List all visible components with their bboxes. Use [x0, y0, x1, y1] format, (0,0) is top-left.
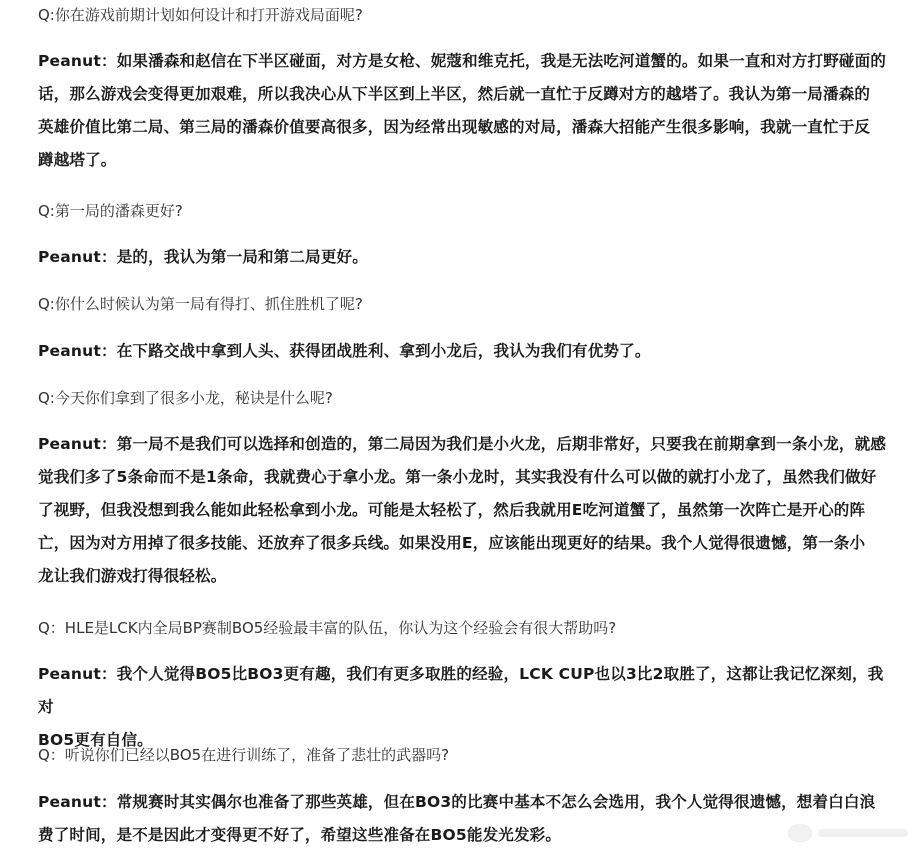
question-6: Q：听说你们已经以BO5在进行训练了，准备了悲壮的武器吗? [38, 746, 450, 764]
question-2: Q:第一局的潘森更好? [38, 202, 183, 220]
answer-line: 是的，我认为第一局和第二局更好。 [116, 248, 368, 266]
answer-line: 英雄价值比第二局、第三局的潘森价值要高很多，因为经常出现敏感的对局，潘森大招能产生很多影响，我就一直忙于反 [38, 118, 871, 136]
answer-line: 第一局不是我们可以选择和创造的，第二局因为我们是小火龙，后期非常好，只要我在前期拿到一条小龙，就感 [116, 435, 887, 453]
answer-line: 龙让我们游戏打得很轻松。 [38, 567, 227, 585]
watermark-logo-icon [788, 824, 812, 842]
answer-line: 话，那么游戏会变得更加艰难，所以我决心从下半区到上半区，然后就一直忙于反蹲对方的越塔了。我认为第一局潘森的 [38, 85, 871, 103]
answer-line: 常规赛时其实偶尔也准备了那些英雄，但在BO3的比赛中基本不怎么会选用，我个人觉得很遗憾，想着白白浪 [116, 793, 876, 811]
answer-line: 了视野，但我没想到我么能如此轻松拿到小龙。可能是太轻松了，然后我就用E吃河道蟹了，虽然第一次阵亡是开心的阵 [38, 501, 866, 519]
question-1: Q:你在游戏前期计划如何设计和打开游戏局面呢? [38, 6, 363, 24]
answer-line: 我个人觉得BO5比BO3更有趣，我们有更多取胜的经验，LCK CUP也以3比2取胜了，这都让我记忆深刻，我对 [38, 665, 884, 716]
answer-speaker: Peanut： [38, 52, 117, 70]
question-5: Q：HLE是LCK内全局BP赛制BO5经验最丰富的队伍，你认为这个经验会有很大帮助吗? [38, 619, 617, 637]
answer-6 [38, 786, 875, 852]
answer-line: 费了时间，是不是因此才变得更不好了，希望这些准备在BO5能发光发彩。 [38, 826, 562, 844]
answer-line: 觉我们多了5条命而不是1条命，我就费心于拿小龙。第一条小龙时，其实我没有什么可以做的就打小龙了，虽然我们做好 [38, 468, 877, 486]
answer-speaker: Peanut： [38, 342, 117, 360]
answer-4 [38, 428, 886, 593]
answer-line: 亡，因为对方用掉了很多技能、还放弃了很多兵线。如果没用E，应该能出现更好的结果。我个人觉得很遗憾，第一条小 [38, 534, 866, 552]
watermark [778, 822, 908, 844]
answer-speaker: Peanut： [38, 793, 117, 811]
answer-speaker: Peanut： [38, 435, 117, 453]
answer-line: 如果潘森和赵信在下半区碰面，对方是女枪、妮蔻和维克托，我是无法吃河道蟹的。如果一直和对方打野碰面的 [116, 52, 887, 70]
answer-line: 蹲越塔了。 [38, 151, 117, 169]
answer-1 [38, 45, 886, 177]
answer-speaker: Peanut： [38, 248, 117, 266]
answer-speaker: Peanut： [38, 665, 117, 683]
answer-line: BO5更有自信。 [38, 731, 153, 749]
question-3: Q:你什么时候认为第一局有得打、抓住胜机了呢? [38, 295, 363, 313]
answer-line: 在下路交战中拿到人头、获得团战胜利、拿到小龙后，我认为我们有优势了。 [116, 342, 651, 360]
answer-3 [38, 335, 651, 368]
question-4: Q:今天你们拿到了很多小龙，秘诀是什么呢? [38, 389, 333, 407]
answer-2 [38, 241, 368, 274]
watermark-text-mark [818, 829, 908, 837]
